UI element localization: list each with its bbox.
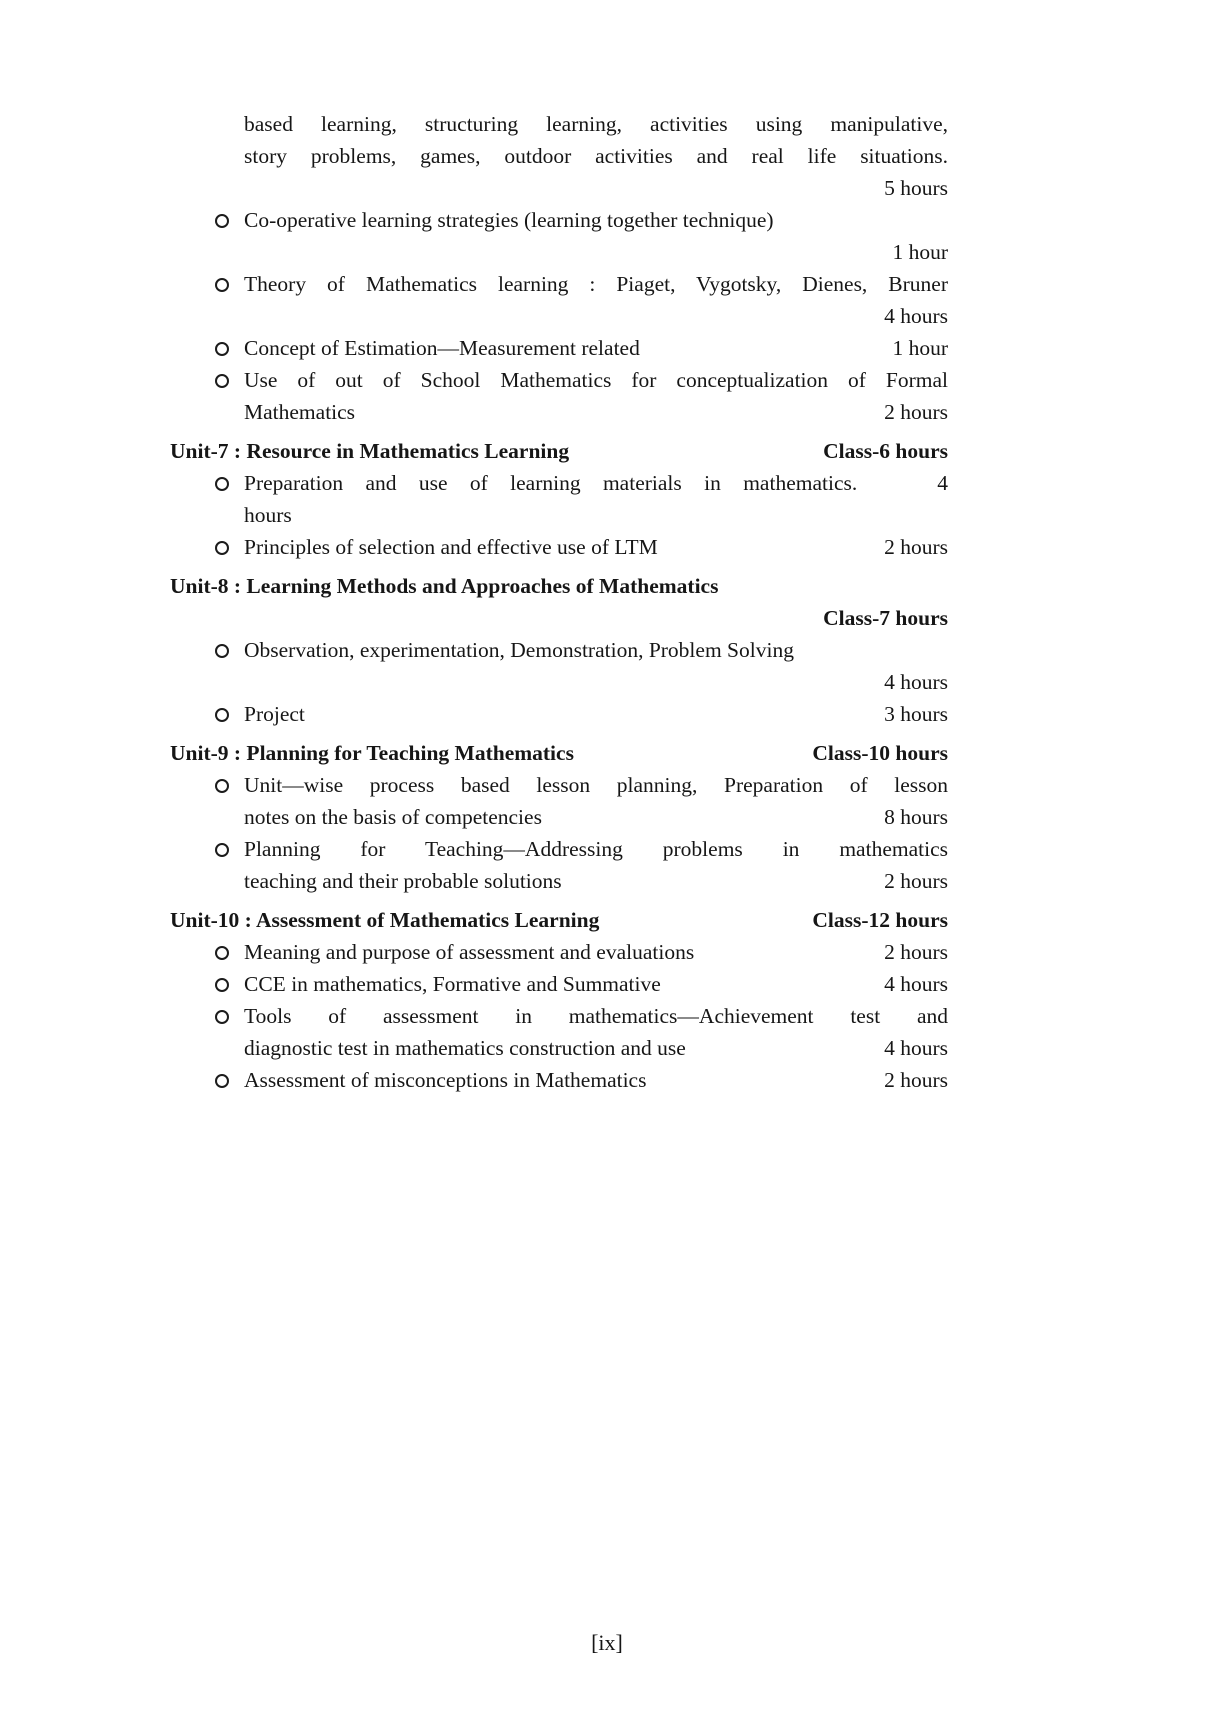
bullet-item (170, 968, 948, 1000)
text-line (170, 801, 948, 833)
bullet-item (170, 698, 948, 730)
hours-value: 2 hours (884, 869, 948, 893)
line-text: Observation, experimentation, Demonstration, Problem Solving (244, 638, 794, 662)
hours-line (170, 666, 948, 698)
line-text: CCE in mathematics, Formative and Summative (244, 972, 661, 996)
unit-heading (170, 435, 948, 467)
class-hours-value: Class-12 hours (812, 908, 948, 932)
line-text: Use of out of School Mathematics for conceptualization of Formal (244, 368, 948, 392)
unit-heading (170, 602, 948, 634)
line-text: teaching and their probable solutions (244, 869, 562, 893)
text-line (170, 499, 948, 531)
line-text: Class-7 hours (823, 606, 948, 630)
bullet-circle-icon (215, 541, 229, 555)
unit-heading (170, 904, 948, 936)
hours-value: 4 hours (884, 1036, 948, 1060)
bullet-circle-icon (215, 946, 229, 960)
bullet-circle-icon (215, 1010, 229, 1024)
bullet-circle-icon (215, 644, 229, 658)
hours-value: 4 (937, 471, 948, 495)
line-text: story problems, games, outdoor activities and real life situations. (244, 144, 948, 168)
bullet-item (170, 936, 948, 968)
bullet-item (170, 833, 948, 865)
line-text: Unit-7 : Resource in Mathematics Learning (170, 439, 570, 463)
text-line (170, 108, 948, 140)
line-text: Unit-9 : Planning for Teaching Mathematics (170, 741, 574, 765)
bullet-item (170, 1064, 948, 1096)
hours-line (170, 172, 948, 204)
page-number: [ix] (591, 1630, 623, 1655)
bullet-circle-icon (215, 978, 229, 992)
hours-value: 2 hours (884, 1068, 948, 1092)
bullet-circle-icon (215, 342, 229, 356)
bullet-item (170, 332, 948, 364)
text-line (170, 396, 948, 428)
class-hours-value: Class-10 hours (812, 741, 948, 765)
bullet-item (170, 1000, 948, 1032)
line-text: Project (244, 702, 305, 726)
bullet-item (170, 531, 948, 563)
line-text: 4 hours (884, 670, 948, 694)
line-text: Concept of Estimation—Measurement related (244, 336, 640, 360)
line-text: 1 hour (892, 240, 948, 264)
hours-value: 2 hours (884, 400, 948, 424)
hours-value: 4 hours (884, 972, 948, 996)
bullet-circle-icon (215, 843, 229, 857)
line-text: diagnostic test in mathematics construction and use (244, 1036, 686, 1060)
bullet-item (170, 769, 948, 801)
bullet-item (170, 467, 948, 499)
bullet-circle-icon (215, 708, 229, 722)
line-text: Principles of selection and effective use of LTM (244, 535, 658, 559)
hours-value: 8 hours (884, 805, 948, 829)
text-line (170, 1032, 948, 1064)
hours-value: 2 hours (884, 940, 948, 964)
line-text: Assessment of misconceptions in Mathematics (244, 1068, 647, 1092)
unit-heading (170, 737, 948, 769)
line-text: Planning for Teaching—Addressing problems in mathematics (244, 837, 948, 861)
line-text: Tools of assessment in mathematics—Achievement test and (244, 1004, 948, 1028)
line-text: Co-operative learning strategies (learning together technique) (244, 208, 774, 232)
hours-line (170, 236, 948, 268)
line-text: 4 hours (884, 304, 948, 328)
class-hours-value: Class-6 hours (823, 439, 948, 463)
bullet-item (170, 364, 948, 396)
line-text: Preparation and use of learning materials in mathematics. (244, 471, 858, 495)
hours-value: 1 hour (892, 336, 948, 360)
text-line (170, 865, 948, 897)
bullet-circle-icon (215, 278, 229, 292)
line-text: 5 hours (884, 176, 948, 200)
line-text: Unit-10 : Assessment of Mathematics Learning (170, 908, 600, 932)
line-text: hours (244, 503, 292, 527)
hours-line (170, 300, 948, 332)
line-text: based learning, structuring learning, activities using manipulative, (244, 112, 948, 136)
line-text: Unit—wise process based lesson planning, Preparation of lesson (244, 773, 948, 797)
text-line (170, 140, 948, 172)
bullet-item (170, 268, 948, 300)
bullet-circle-icon (215, 374, 229, 388)
unit-heading (170, 570, 948, 602)
hours-value: 3 hours (884, 702, 948, 726)
line-text: Mathematics (244, 400, 356, 424)
bullet-circle-icon (215, 779, 229, 793)
bullet-item (170, 204, 948, 236)
syllabus-content (170, 108, 948, 1096)
line-text: Unit-8 : Learning Methods and Approaches of Mathematics (170, 574, 719, 598)
line-text: Theory of Mathematics learning : Piaget, Vygotsky, Dienes, Bruner (244, 272, 948, 296)
bullet-circle-icon (215, 1074, 229, 1088)
line-text: Meaning and purpose of assessment and evaluations (244, 940, 695, 964)
bullet-circle-icon (215, 477, 229, 491)
hours-value: 2 hours (884, 535, 948, 559)
bullet-circle-icon (215, 214, 229, 228)
bullet-item (170, 634, 948, 666)
line-text: notes on the basis of competencies (244, 805, 542, 829)
